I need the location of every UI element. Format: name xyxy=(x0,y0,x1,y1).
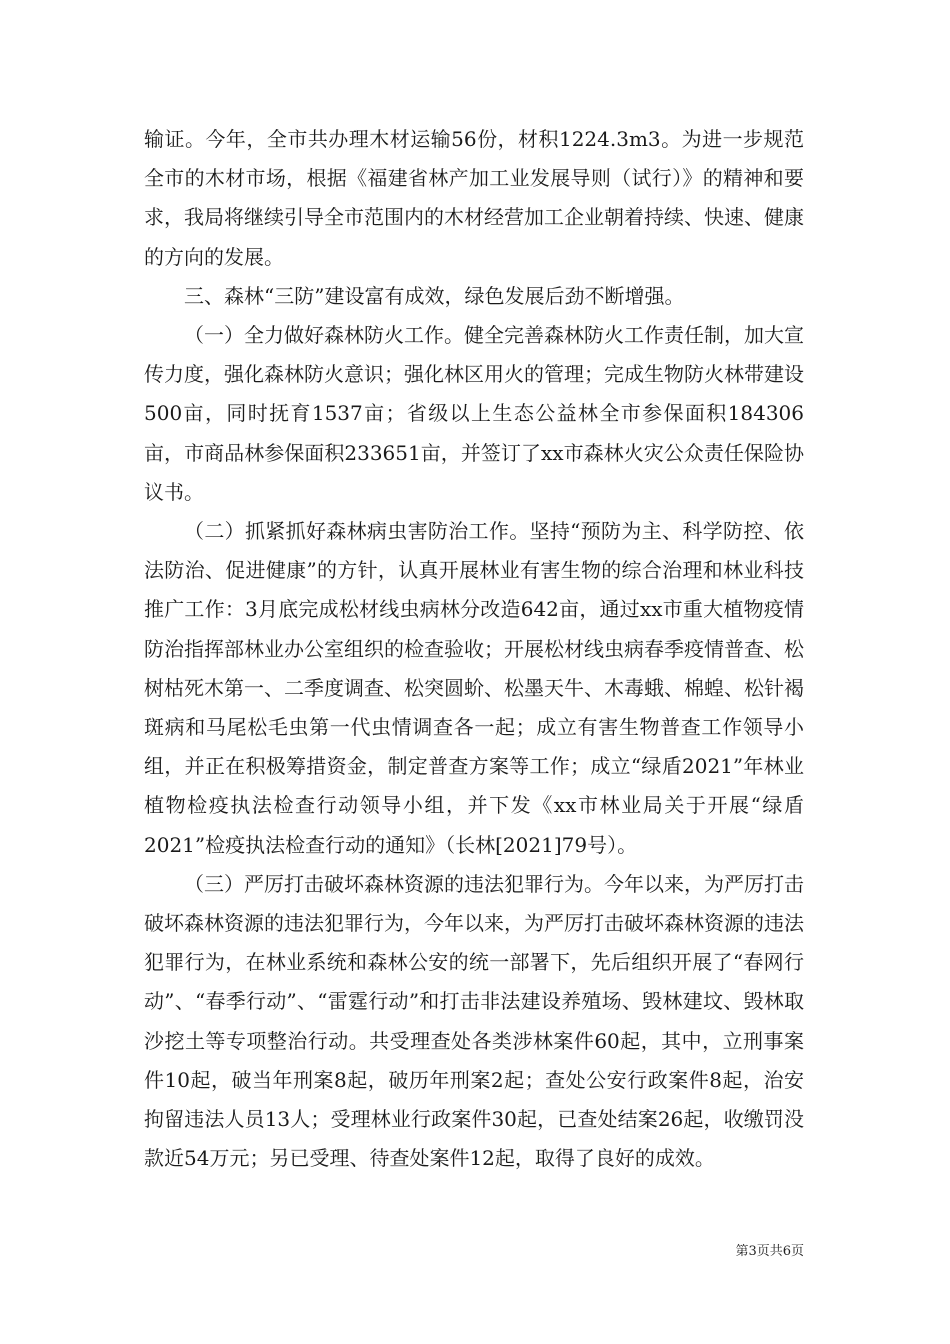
page-number-footer: 第3页共6页 xyxy=(735,1244,804,1259)
paragraph-fire-prevention: （一）全力做好森林防火工作。健全完善森林防火工作责任制，加大宣传力度，强化森林防火意识；强化林区用火的管理；完成生物防火林带建设500亩，同时抚育1537亩；省级以上生态公益林全市参保面积184306亩，市商品林参保面积233651亩，并签订了xx市森林火灾公众责任保险协议书。 xyxy=(144,323,804,504)
document-body xyxy=(144,120,804,1178)
paragraph-pest-control: （二）抓紧抓好森林病虫害防治工作。坚持“预防为主、科学防控、依法防治、促进健康”的方针，认真开展林业有害生物的综合治理和林业科技推广工作：3月底完成松材线虫病林分改造642亩，通过xx市重大植物疫情防治指挥部林业办公室组织的检查验收；开展松材线虫病春季疫情普查、松树枯死木第一、二季度调查、松突圆蚧、松墨天牛、木毒蛾、棉蝗、松针褐斑病和马尾松毛虫第一代虫情调查各一起；成立有害生物普查工作领导小组，并正在积极筹措资金，制定普查方案等工作；成立“绿盾2021”年林业植物检疫执法检查行动领导小组，并下发《xx市林业局关于开展“绿盾2021”检疫执法检查行动的通知》（长林[2021]79号）。 xyxy=(144,519,804,857)
section-heading-three-prevention: 三、森林“三防”建设富有成效，绿色发展后劲不断增强。 xyxy=(184,283,685,308)
paragraph-crime-crackdown: （三）严厉打击破坏森林资源的违法犯罪行为。今年以来，为严厉打击破坏森林资源的违法犯罪行为，今年以来，为严厉打击破坏森林资源的违法犯罪行为，在林业系统和森林公安的统一部署下，先后组织开展了“春网行动”、“春季行动”、“雷霆行动”和打击非法建设养殖场、毁林建坟、毁林取沙挖土等专项整治行动。共受理查处各类涉林案件60起，其中，立刑事案件10起，破当年刑案8起，破历年刑案2起；查处公安行政案件8起，治安拘留违法人员13人；受理林业行政案件30起，已查处结案26起，收缴罚没款近54万元；另已受理、待查处案件12起，取得了良好的成效。 xyxy=(144,871,804,1171)
paragraph-continuation: 输证。今年，全市共办理木材运输56份，材积1224.3m3。为进一步规范全市的木材市场，根据《福建省林产加工业发展导则（试行）》的精神和要求，我局将继续引导全市范围内的木材经营加工企业朝着持续、快速、健康的方向的发展。 xyxy=(144,127,804,269)
